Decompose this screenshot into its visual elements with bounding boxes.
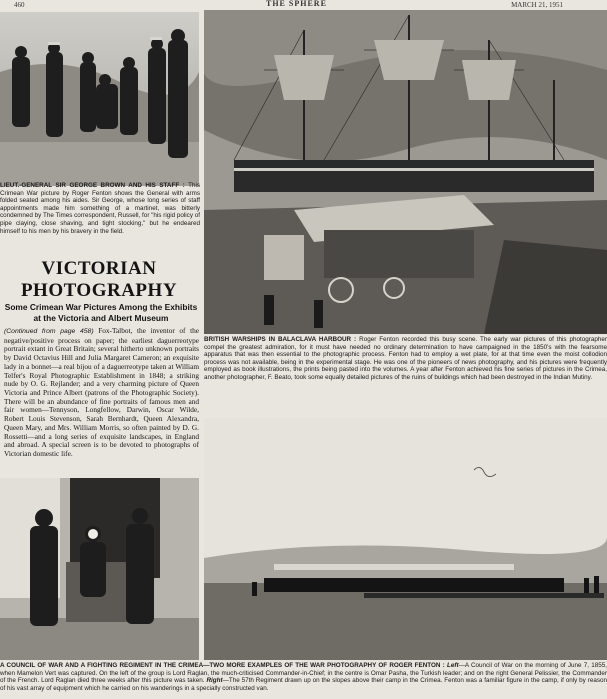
photo-council-of-war — [0, 478, 199, 660]
masthead: THE SPHERE — [266, 0, 327, 8]
harbour-caption — [204, 336, 607, 382]
bottom-caption-right-text: —The 57th Regiment drawn up on the slopes above their camp in the Crimea. Fenton was a familiar figure in the camp, if only by reason of his vast array of equipment which he carried on his wanderings in a specially constructed van. — [0, 677, 607, 692]
staff-caption — [0, 182, 200, 235]
bottom-caption-heading: A COUNCIL OF WAR AND A FIGHTING REGIMENT IN THE CRIMEA—TWO MORE EXAMPLES OF THE WAR PHOTOGRAPHY OF ROGER FENTON : — [0, 662, 445, 669]
page-number: 460 — [14, 1, 25, 9]
article-title-line2: PHOTOGRAPHY — [20, 280, 178, 301]
photo-balaclava-harbour — [204, 10, 607, 334]
staff-caption-text: This Crimean War picture by Roger Fenton shows the General with arms folded seated among his aides. Sir George, whose long series of staff appointments made him something of a martinet, was bitterly condemned by The Times correspondent, Russell, for "his rigid policy of pipe claying, close shaving, and tight stocking," but he endeared himself to his men by his bravery in the field. — [0, 182, 200, 235]
article-title-line1: VICTORIAN — [41, 258, 157, 279]
article-body-text: Fox-Talbot, the inventor of the negative/positive process on paper; the earliest daguerreotype portrait extant in Great Britain; several hitherto unknown portraits by David Octavius Hill and Julia Margaret Cameron; an exquisite lady in a bonnet—a real bijou of a daguerreotype taken at William Telfer's Royal Photographic Establishment in 1848; a striking nude by O. G. Rejlander; and a very charming picture of Queen Victoria and Prince Albert (patrons of the Photographic Society). There will be an abundance of fine portraits of famous men and fair women—Tennyson, Longfellow, Darwin, Oscar Wilde, Robert Louis Stevenson, Sarah Bernhardt, Queen Alexandra, Queen Mary, and Mrs. William Morris, so often painted by D. G. Rossetti—and a long series of exquisite landscapes, in England and abroad. A special screen is to be devoted to photographs of Victorian domestic life. — [4, 326, 200, 459]
page-header — [0, 0, 607, 10]
article-subtitle: Some Crimean War Pictures Among the Exhibits at the Victoria and Albert Museum — [4, 302, 198, 323]
photo-57th-regiment — [204, 418, 607, 660]
photo-general-staff — [0, 12, 199, 186]
bottom-caption-left-text: —A Council of War on the morning of June 7, 1855, when Mamelon Vert was captured. On the left of the group is Lord Raglan, the much-criticised Commander-in-Chief; in the centre is Omar Pasha, the Turkish leader; and on the right General Pelissier, the Commander of the French. Lord Raglan died three weeks after this picture was taken. — [0, 662, 607, 685]
bottom-caption-left-label: Left — [447, 662, 459, 669]
harbour-caption-heading: BRITISH WARSHIPS IN BALACLAVA HARBOUR : — [204, 336, 357, 343]
council-regiment-caption — [0, 662, 607, 692]
continued-note: (Continued from page 458) — [4, 328, 94, 335]
issue-date: MARCH 21, 1951 — [511, 1, 563, 9]
staff-caption-heading: LIEUT.-GENERAL SIR GEORGE BROWN AND HIS STAFF : — [0, 182, 185, 189]
article-body — [4, 327, 199, 459]
bottom-caption-right-label: Right — [206, 677, 223, 685]
article-title — [0, 258, 198, 302]
harbour-caption-text: Roger Fenton recorded this busy scene. The early war pictures of this photographer compel the greatest admiration, for it must have needed no ordinary determination to have campaigned in the 1850's with the fearsome apparatus that was then essential to the photographic process. Fenton had to employ a wet plate, for at that time even the moist collodion process was not available, being in the experimental stage. He was one of the pioneers of news photography, and his pictures were frequently employed as book illustrations, the prints being pasted into the volumes. A year after Fenton achieved his fine series of pictures in the Crimea, another photographer, F. Beato, took some equally detailed pictures of the ruins of buildings which had been destroyed in the Indian Mutiny. — [204, 336, 607, 381]
